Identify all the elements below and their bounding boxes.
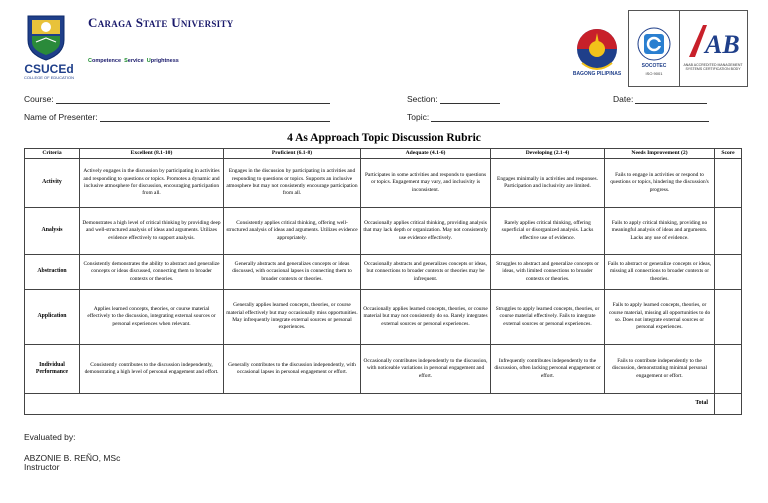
date-label: Date:	[613, 94, 634, 104]
csu-seal-logo	[24, 12, 68, 62]
certification-divider	[679, 11, 680, 86]
course-label: Course:	[24, 94, 54, 104]
rubric-cell: Rarely applies critical thinking, offering superficial or disorganized analysis. Lacks effective use of evidence.	[491, 208, 605, 255]
score-cell[interactable]	[715, 290, 742, 345]
rubric-cell: Occasionally contributes independently to the discussion, with noticeable variations in personal engagement and effort.	[361, 345, 491, 394]
rubric-cell: Struggles to abstract and generalize concepts or ideas, with limited connections to broader contexts or theories.	[491, 255, 605, 290]
header-excellent: Excellent (8.1-10)	[80, 149, 224, 159]
evaluator-role: Instructor	[24, 462, 60, 472]
table-row	[25, 345, 742, 394]
rubric-cell: Participates in some activities and responds to questions or topics. Engagement may vary, and inclusivity is inconsistent.	[361, 159, 491, 208]
topic-field	[407, 112, 709, 122]
rubric-cell: Occasionally abstracts and generalizes concepts or ideas, but connections to broader contexts or theories may be infrequent.	[361, 255, 491, 290]
section-field	[407, 94, 500, 104]
rubric-cell: Consistently applies critical thinking, offering well-structured analysis of ideas and arguments. Utilizes evidence appropriately.	[224, 208, 361, 255]
evaluator-name: ABZONIE B. REÑO, MSc	[24, 453, 121, 463]
presenter-label: Name of Presenter:	[24, 112, 98, 122]
header-needs-improvement: Needs Improvement (2)	[605, 149, 715, 159]
section-label: Section:	[407, 94, 438, 104]
rubric-cell: Engages in the discussion by participating in activities and responding to questions or topics. Supports an inclusive atmosphere but may not consistently encourage participation from all.	[224, 159, 361, 208]
rubric-cell: Occasionally applies learned concepts, theories, or course material but may not consistently do so. Rarely integrates external sources or personal experiences.	[361, 290, 491, 345]
rubric-cell: Fails to abstract or generalize concepts or ideas, missing all connections to broader contexts or theories.	[605, 255, 715, 290]
course-field	[24, 94, 330, 104]
rubric-cell: Fails to engage in activities or respond to questions or topics, hindering the discussion's progress.	[605, 159, 715, 208]
date-field	[613, 94, 707, 104]
section-input[interactable]	[440, 94, 500, 104]
score-cell[interactable]	[715, 255, 742, 290]
table-header-row	[25, 149, 742, 159]
table-row	[25, 208, 742, 255]
csu-logo-text: CSUCEd	[24, 62, 74, 76]
rubric-cell: Actively engages in the discussion by participating in activities and responding to questions or topics. Promotes a dynamic and inclusive atmosphere for discussion, encouraging participation from all.	[80, 159, 224, 208]
rubric-cell: Generally contributes to the discussion independently, with occasional lapses in personal engagement or effort.	[224, 345, 361, 394]
date-input[interactable]	[635, 94, 707, 104]
criteria-cell: Individual Performance	[25, 345, 80, 394]
rubric-cell: Applies learned concepts, theories, or course material effectively to the discussion, integrating external sources or personal experiences when relevant.	[80, 290, 224, 345]
criteria-cell: Application	[25, 290, 80, 345]
bagong-pilipinas-logo	[570, 27, 624, 77]
criteria-cell: Abstraction	[25, 255, 80, 290]
university-motto: Competence Service Uprightness	[88, 58, 179, 64]
rubric-cell: Fails to apply learned concepts, theories, or course material, missing all opportunities to do so. Does not integrate external sources or personal experiences.	[605, 290, 715, 345]
table-row	[25, 255, 742, 290]
table-row	[25, 159, 742, 208]
presenter-input[interactable]	[100, 112, 330, 122]
score-cell[interactable]	[715, 208, 742, 255]
header-proficient: Proficient (6.1-8)	[224, 149, 361, 159]
course-input[interactable]	[56, 94, 330, 104]
anab-logo	[685, 21, 741, 61]
header-score: Score	[715, 149, 742, 159]
topic-input[interactable]	[431, 112, 709, 122]
header-criteria: Criteria	[25, 149, 80, 159]
rubric-cell: Consistently demonstrates the ability to abstract and generalize concepts or ideas discussed, connecting them to broader contexts or theories.	[80, 255, 224, 290]
total-label: Total	[25, 394, 715, 415]
socotec-logo	[637, 27, 671, 61]
anab-text: ANAB ACCREDITED MANAGEMENT SYSTEMS CERTIFICATION BODY	[683, 63, 743, 71]
rubric-cell: Generally applies learned concepts, theories, or course material effectively but may occasionally miss opportunities. May infrequently integrate external sources or personal experiences.	[224, 290, 361, 345]
university-name: Caraga State University	[88, 15, 234, 30]
rubric-cell: Fails to contribute independently to the discussion, demonstrating minimal personal engagement or effort.	[605, 345, 715, 394]
table-row	[25, 290, 742, 345]
rubric-title: 4 As Approach Topic Discussion Rubric	[287, 132, 481, 144]
header-developing: Developing (2.1-4)	[491, 149, 605, 159]
header-adequate: Adequate (4.1-6)	[361, 149, 491, 159]
iso-text: ISO 9001	[645, 71, 663, 76]
certification-box	[628, 10, 748, 87]
score-cell[interactable]	[715, 159, 742, 208]
topic-label: Topic:	[407, 112, 430, 122]
rubric-cell: Fails to apply critical thinking, providing no meaningful analysis of ideas and arguments. Lacks any use of evidence.	[605, 208, 715, 255]
rubric-cell: Generally abstracts and generalizes concepts or ideas discussed, with occasional lapses in connecting them to broader contexts or theories.	[224, 255, 361, 290]
rubric-cell: Consistently contributes to the discussion independently, demonstrating a high level of personal engagement and effort.	[80, 345, 224, 394]
evaluated-by-label: Evaluated by:	[24, 432, 76, 442]
total-score-cell[interactable]	[715, 394, 742, 415]
rubric-cell: Infrequently contributes independently to the discussion, often lacking personal engagement or effort.	[491, 345, 605, 394]
socotec-text: SOCOTEC	[641, 63, 667, 69]
criteria-cell: Activity	[25, 159, 80, 208]
rubric-table	[24, 148, 742, 415]
criteria-cell: Analysis	[25, 208, 80, 255]
svg-text:AB: AB	[705, 30, 740, 59]
score-cell[interactable]	[715, 345, 742, 394]
bagong-pilipinas-text: BAGONG PILIPINAS	[572, 71, 622, 77]
presenter-field	[24, 112, 330, 122]
csu-logo-subtext: COLLEGE OF EDUCATION	[24, 75, 74, 80]
rubric-cell: Demonstrates a high level of critical thinking by providing deep and well-structured analysis of ideas and arguments. Utilizes evidence effectively to support analysis.	[80, 208, 224, 255]
rubric-cell: Occasionally applies critical thinking, providing analysis that may lack depth or organization. May not consistently use evidence effectively.	[361, 208, 491, 255]
rubric-cell: Struggles to apply learned concepts, theories, or course material effectively. Fails to integrate external sources or personal experiences.	[491, 290, 605, 345]
rubric-cell: Engages minimally in activities and responses. Participation and inclusivity are limited.	[491, 159, 605, 208]
total-row	[25, 394, 742, 415]
